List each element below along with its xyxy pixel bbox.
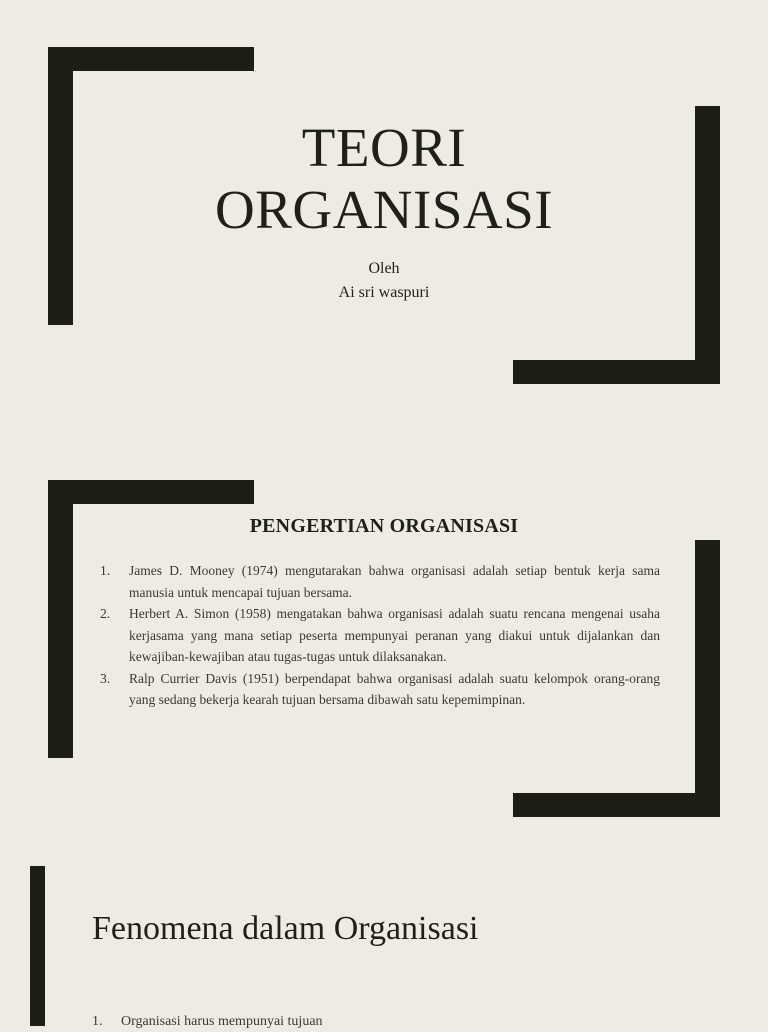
slide1-title-line2: ORGANISASI (214, 179, 554, 240)
slide1-byline-label: Oleh (368, 260, 400, 277)
slide2-frame-bottom-bar (513, 793, 720, 817)
slide1-frame-top-bar (48, 47, 254, 71)
definition-text: Herbert A. Simon (1958) mengatakan bahwa organisasi adalah suatu rencana mengenai usaha kerjasama yang mana setiap peserta mempunyai peranan yang diakui untuk dijalankan dan kewajiban-kewajiban atau tugas-tugas untuk dilaksanakan. (129, 606, 660, 664)
definition-list (100, 560, 660, 711)
definition-item (100, 560, 660, 603)
definition-item (100, 668, 660, 711)
definition-text: Ralp Currier Davis (1951) berpendapat bahwa organisasi adalah suatu kelompok orang-orang yang sedang bekerja kearah tujuan bersama dibawah satu kepemimpinan. (129, 670, 660, 707)
definition-item (100, 603, 660, 668)
slide1-title-line1: TEORI (301, 117, 467, 178)
definition-number: 1. (100, 563, 111, 578)
slide3-item-text: Organisasi harus mempunyai tujuan (121, 1014, 323, 1029)
slide3-item-number: 1. (92, 1014, 103, 1029)
slide1-author: Ai sri waspuri (338, 284, 430, 301)
definition-number: 2. (100, 606, 111, 621)
slide3-accent-bar (30, 866, 45, 1026)
slide2-frame-top-bar (48, 480, 254, 504)
slide3-heading: Fenomena dalam Organisasi (92, 910, 479, 947)
slide3-list-item (92, 1012, 323, 1032)
slide2-frame-right-bar (695, 540, 720, 817)
slide1-frame-bottom-bar (513, 360, 720, 384)
definition-number: 3. (100, 670, 111, 686)
slide2-heading: PENGERTIAN ORGANISASI (249, 515, 519, 537)
definition-text: James D. Mooney (1974) mengutarakan bahwa organisasi adalah setiap bentuk kerja sama manusia untuk mencapai tujuan bersama. (129, 563, 660, 600)
